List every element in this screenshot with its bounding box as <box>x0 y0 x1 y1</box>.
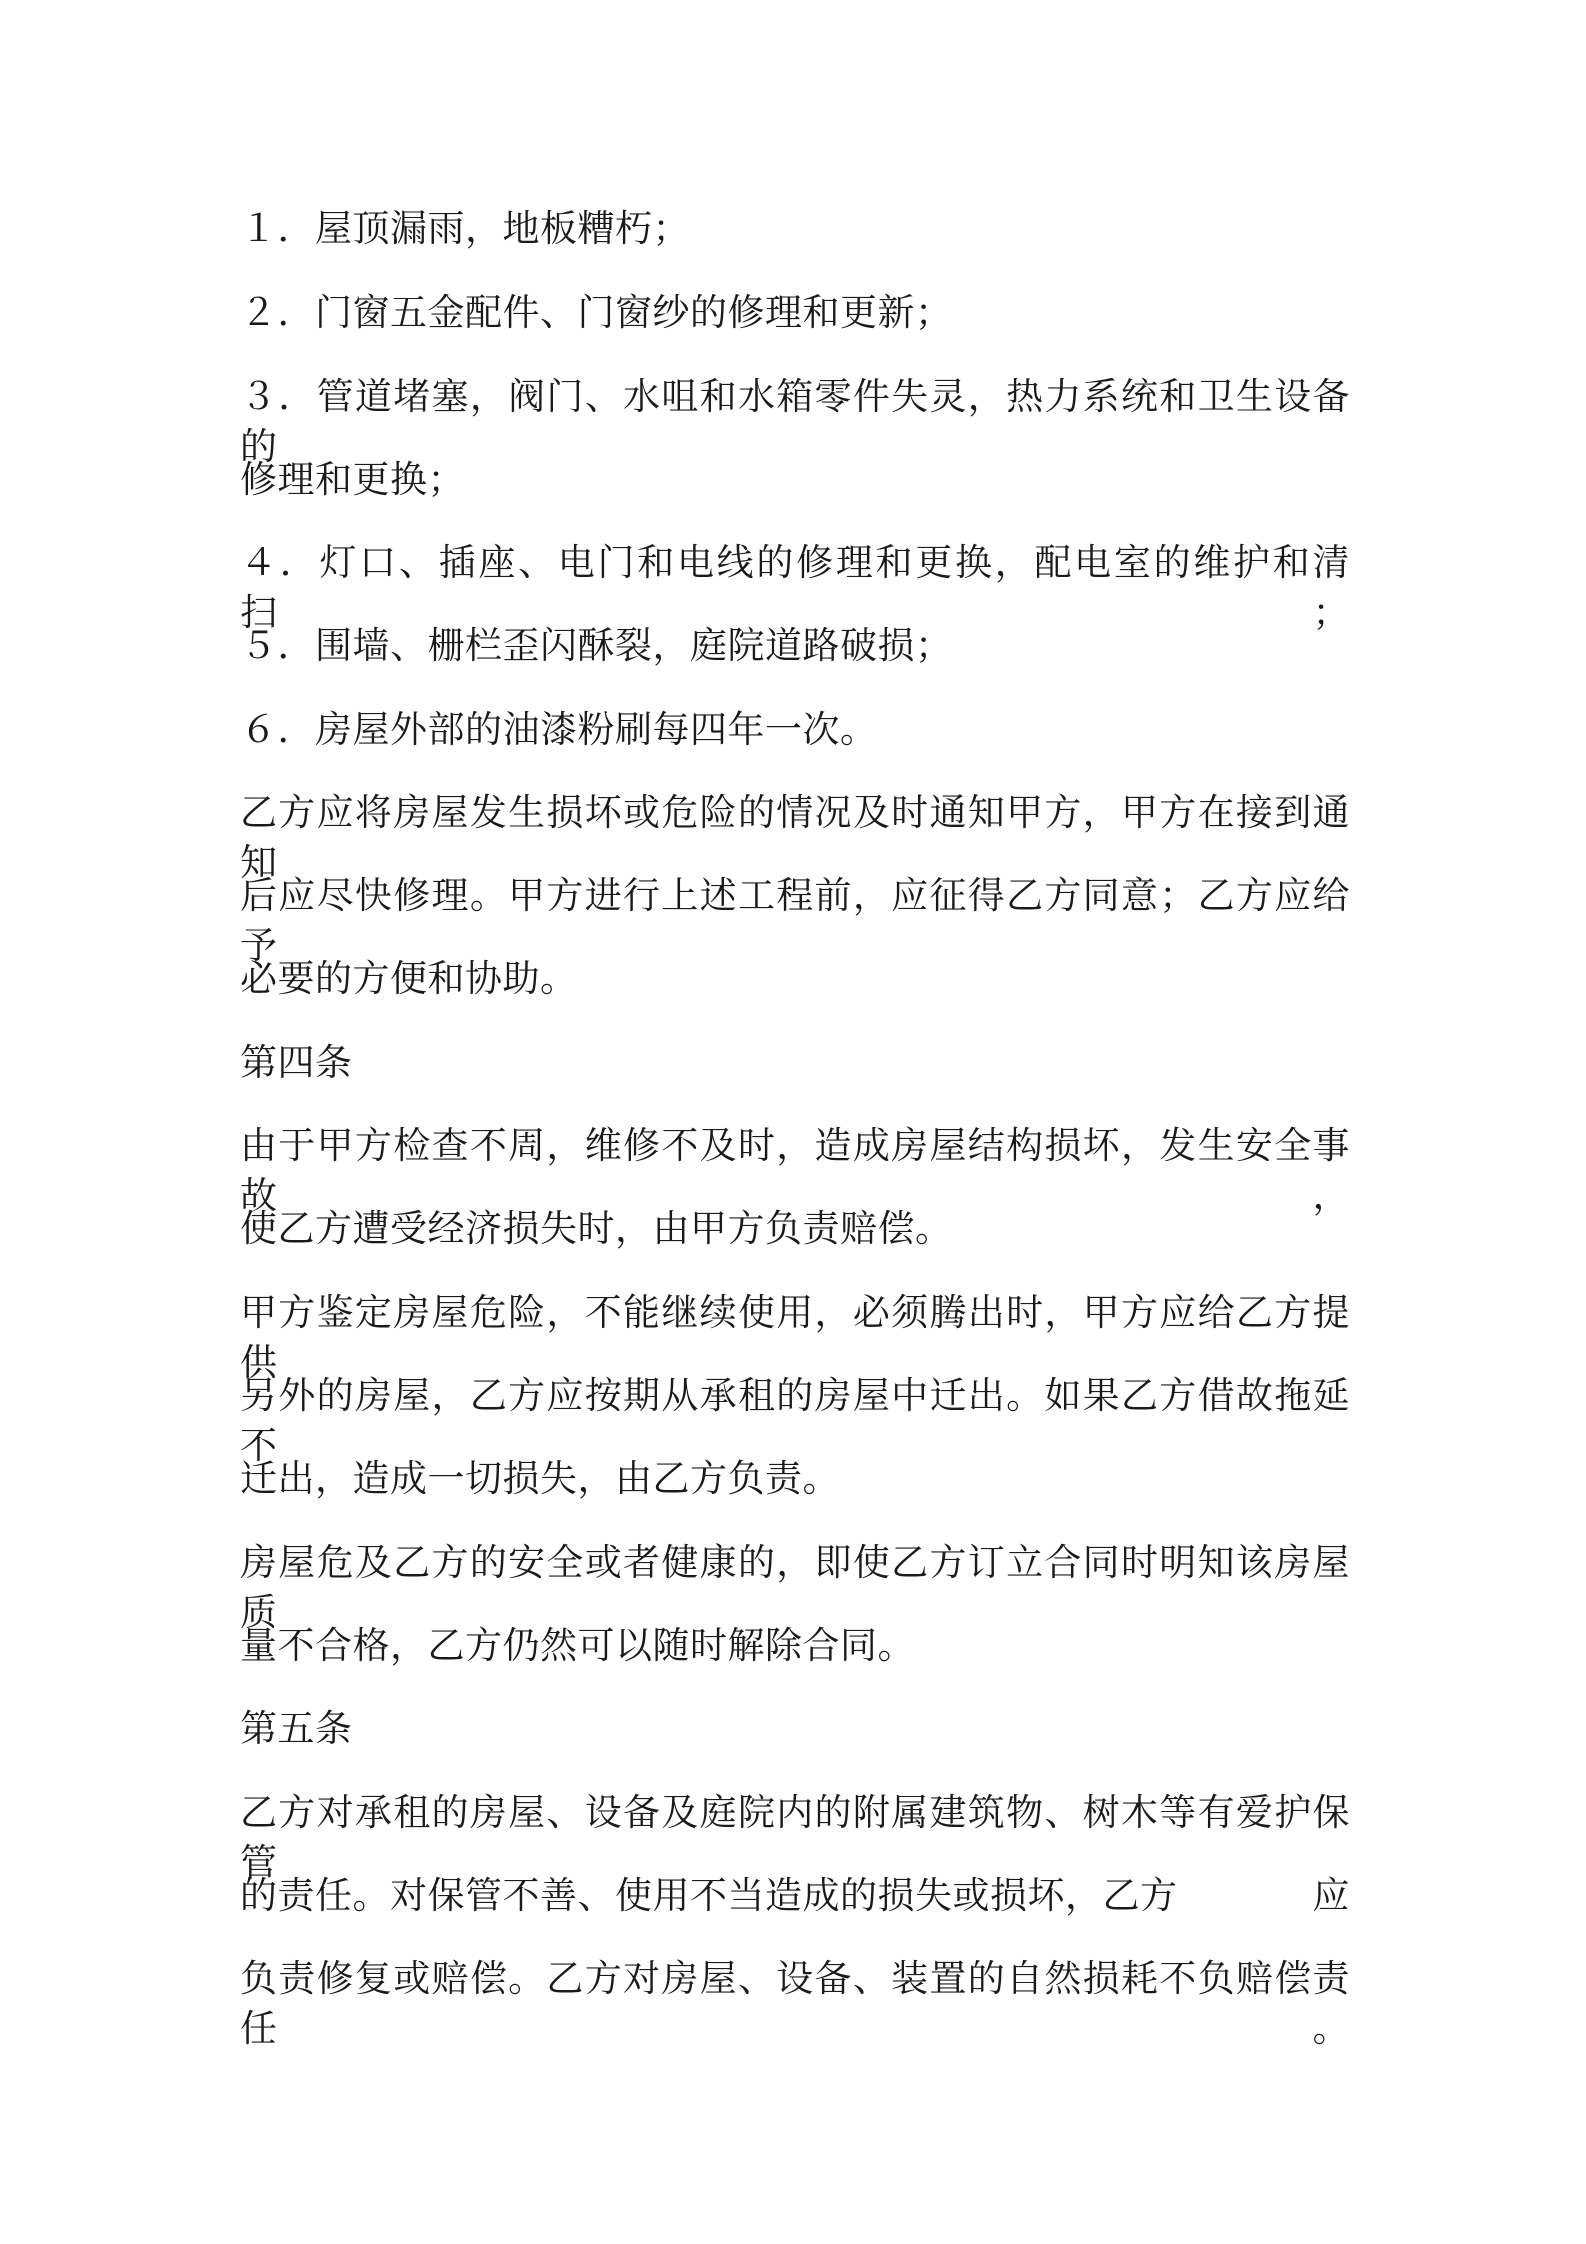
paragraph-custody-line-3: 负责修复或赔偿。乙方对房屋、设备、装置的自然损耗不负赔偿责任。 <box>240 1957 1350 2050</box>
paragraph-custody-line-2 <box>240 1871 1350 1921</box>
paragraph-notify-line-2: 后应尽快修理。甲方进行上述工程前，应征得乙方同意；乙方应给予 <box>240 874 1350 967</box>
list-item-2: ２．门窗五金配件、门窗纱的修理和更新； <box>240 291 953 334</box>
paragraph-relocation-line-1: 甲方鉴定房屋危险，不能继续使用，必须腾出时，甲方应给乙方提供 <box>240 1291 1350 1384</box>
article-four-heading: 第四条 <box>240 1041 353 1084</box>
paragraph-compensation-line-1: 由于甲方检查不周，维修不及时，造成房屋结构损坏，发生安全事故， <box>240 1124 1350 1217</box>
paragraph-compensation-line-2: 使乙方遭受经济损失时，由甲方负责赔偿。 <box>240 1207 953 1250</box>
list-item-3: ３．管道堵塞，阀门、水咀和水箱零件失灵，热力系统和卫生设备的 <box>240 375 1350 468</box>
paragraph-notify-line-1: 乙方应将房屋发生损坏或危险的情况及时通知甲方，甲方在接到通知 <box>240 791 1350 884</box>
list-item-4: ４．灯口、插座、电门和电线的修理和更换，配电室的维护和清扫； <box>240 541 1350 634</box>
paragraph-notify-line-3: 必要的方便和协助。 <box>240 957 578 1000</box>
list-item-3-continued: 修理和更换； <box>240 458 465 501</box>
list-item-1: １．屋顶漏雨，地板糟朽； <box>240 207 690 250</box>
paragraph-custody-line-2-text: 的责任。对保管不善、使用不当造成的损失或损坏，乙方 <box>240 1874 1178 1917</box>
paragraph-custody-line-2-end: 应 <box>1312 1874 1350 1917</box>
list-item-6: ６．房屋外部的油漆粉刷每四年一次。 <box>240 708 878 751</box>
article-five-heading: 第五条 <box>240 1707 353 1750</box>
list-item-5: ５．围墙、栅栏歪闪酥裂，庭院道路破损； <box>240 624 953 667</box>
paragraph-custody-line-1: 乙方对承租的房屋、设备及庭院内的附属建筑物、树木等有爱护保管 <box>240 1791 1350 1884</box>
paragraph-relocation-line-3: 迁出，造成一切损失，由乙方负责。 <box>240 1457 840 1500</box>
paragraph-relocation-line-2: 另外的房屋，乙方应按期从承租的房屋中迁出。如果乙方借故拖延不 <box>240 1374 1350 1467</box>
paragraph-termination-line-2: 量不合格，乙方仍然可以随时解除合同。 <box>240 1624 915 1667</box>
paragraph-termination-line-1: 房屋危及乙方的安全或者健康的，即使乙方订立合同时明知该房屋质 <box>240 1541 1350 1634</box>
